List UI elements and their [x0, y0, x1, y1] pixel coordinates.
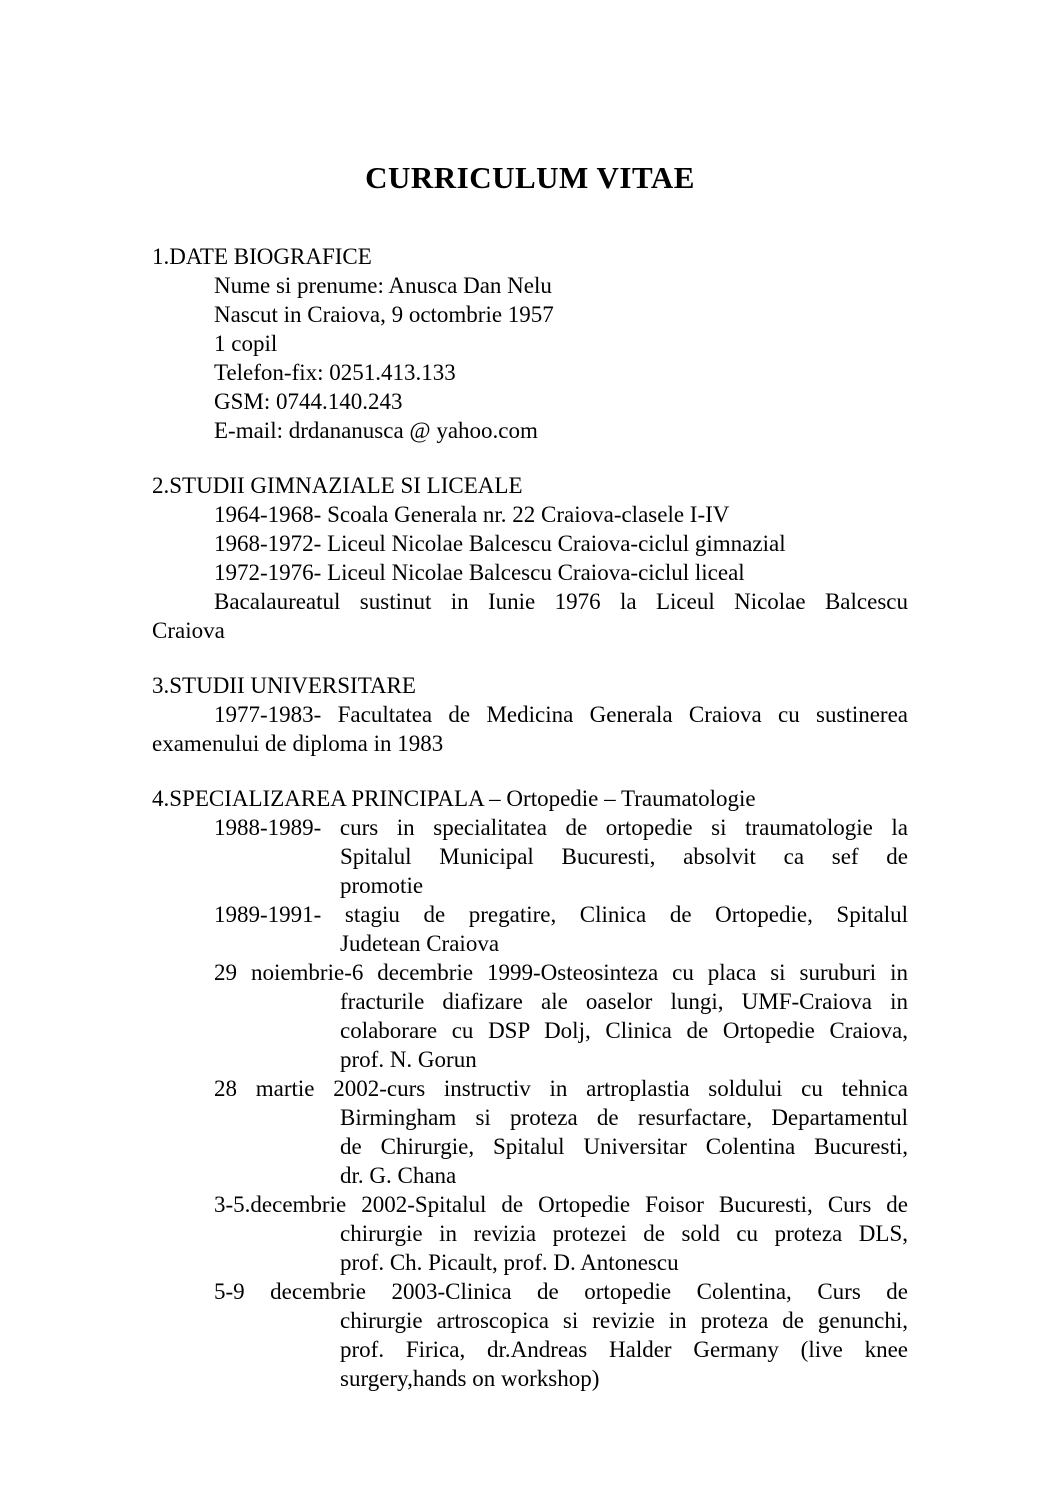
cv-text-line: 1 copil — [214, 331, 278, 356]
section-heading: 1.DATE BIOGRAFICE — [152, 244, 372, 269]
specialization-entry — [152, 958, 908, 1074]
cv-text-line: Telefon-fix: 0251.413.133 — [214, 360, 456, 385]
cv-text-line: chirurgie artroscopica si revizie in proteza de genunchi, — [340, 1308, 908, 1333]
cv-text-line: 1964-1968- Scoala Generala nr. 22 Craiova-clasele I-IV — [214, 502, 730, 527]
cv-text-line: dr. G. Chana — [340, 1163, 457, 1188]
cv-text-line: 28 martie 2002-curs instructiv in artroplastia soldului cu tehnica — [214, 1076, 908, 1101]
document-title: CURRICULUM VITAE — [365, 160, 695, 195]
cv-text-line: prof. N. Gorun — [340, 1047, 477, 1072]
section-studii-universitare — [152, 671, 908, 758]
section-heading: 2.STUDII GIMNAZIALE SI LICEALE — [152, 473, 523, 498]
cv-text-line: Birmingham si proteza de resurfactare, Departamentul — [340, 1105, 908, 1130]
section-date-biografice — [152, 242, 908, 445]
cv-text-line: colaborare cu DSP Dolj, Clinica de Ortopedie Craiova, — [340, 1018, 908, 1043]
specialization-entry — [152, 1074, 908, 1190]
cv-text-line: fracturile diafizare ale oaselor lungi, UMF-Craiova in — [340, 989, 908, 1014]
specialization-entry — [152, 1190, 908, 1277]
cv-text-line: 1988-1989- curs in specialitatea de ortopedie si traumatologie la — [214, 815, 908, 840]
cv-text-line: chirurgie in revizia protezei de sold cu proteza DLS, — [340, 1221, 908, 1246]
cv-text-line: prof. Firica, dr.Andreas Halder Germany (live knee — [340, 1337, 908, 1362]
cv-text-line: 29 noiembrie-6 decembrie 1999-Osteosinteza cu placa si suruburi in — [214, 960, 908, 985]
cv-text-line: surgery,hands on workshop) — [340, 1366, 600, 1391]
cv-text-line: Judetean Craiova — [340, 931, 500, 956]
section-specializarea-principala — [152, 784, 908, 1393]
cv-text-line: 1968-1972- Liceul Nicolae Balcescu Craiova-ciclul gimnazial — [214, 531, 786, 556]
cv-text-line: Spitalul Municipal Bucuresti, absolvit ca sef de — [340, 844, 908, 869]
specialization-entry — [152, 900, 908, 958]
cv-text-line: 5-9 decembrie 2003-Clinica de ortopedie Colentina, Curs de — [214, 1279, 908, 1304]
cv-text-line: Nume si prenume: Anusca Dan Nelu — [214, 273, 552, 298]
cv-text-line: 1972-1976- Liceul Nicolae Balcescu Craiova-ciclul liceal — [214, 560, 745, 585]
cv-text-line: E-mail: drdananusca @ yahoo.com — [214, 418, 538, 443]
cv-text-line: examenului de diploma in 1983 — [152, 731, 444, 756]
cv-text-line: 1977-1983- Facultatea de Medicina Generala Craiova cu sustinerea — [214, 702, 908, 727]
cv-text-line: 3-5.decembrie 2002-Spitalul de Ortopedie Foisor Bucuresti, Curs de — [214, 1192, 908, 1217]
cv-text-line: Nascut in Craiova, 9 octombrie 1957 — [214, 302, 554, 327]
specialization-entry — [152, 1277, 908, 1393]
cv-text-line: de Chirurgie, Spitalul Universitar Colentina Bucuresti, — [340, 1134, 908, 1159]
section-heading: 3.STUDII UNIVERSITARE — [152, 673, 416, 698]
cv-text-line: prof. Ch. Picault, prof. D. Antonescu — [340, 1250, 679, 1275]
cv-text-line: GSM: 0744.140.243 — [214, 389, 403, 414]
section-heading: 4.SPECIALIZAREA PRINCIPALA – Ortopedie – Traumatologie — [152, 786, 756, 811]
specialization-entry — [152, 813, 908, 900]
section-studii-gimnaziale — [152, 471, 908, 645]
cv-text-line: Bacalaureatul sustinut in Iunie 1976 la Liceul Nicolae Balcescu — [214, 589, 908, 614]
cv-text-line: promotie — [340, 873, 424, 898]
cv-text-line: Craiova — [152, 618, 225, 643]
cv-text-line: 1989-1991- stagiu de pregatire, Clinica de Ortopedie, Spitalul — [214, 902, 908, 927]
